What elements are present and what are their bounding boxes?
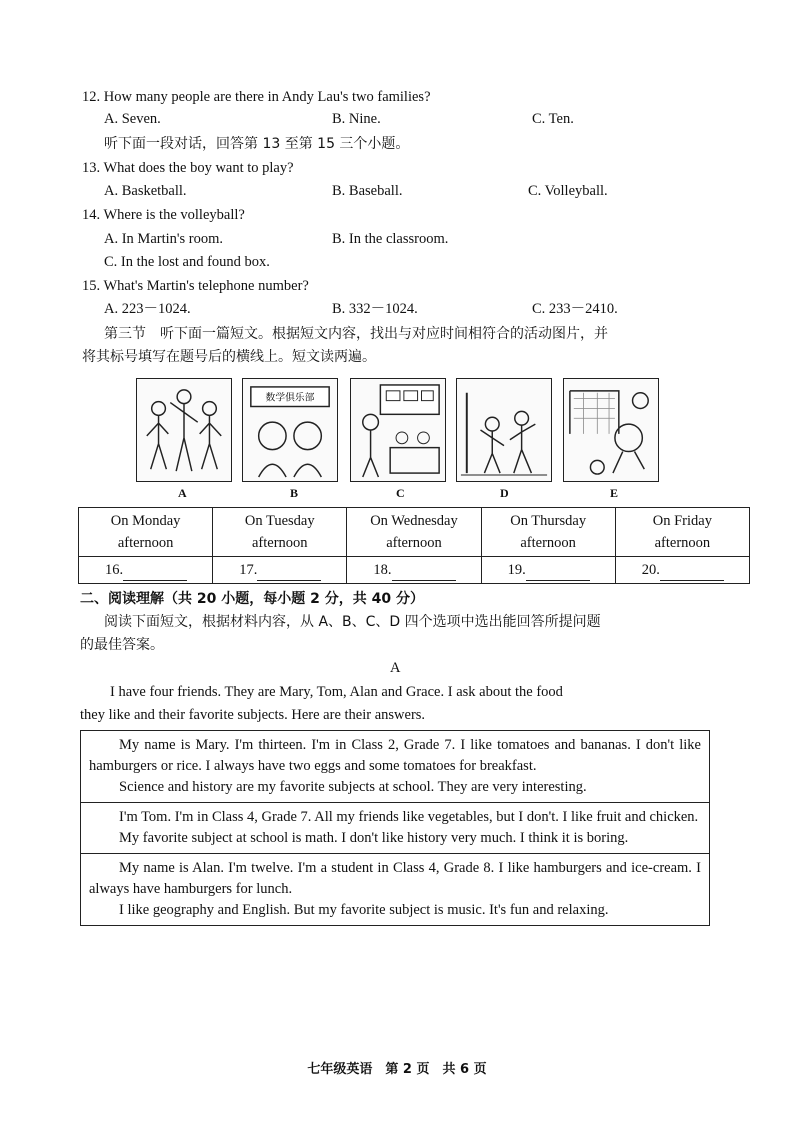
reading-instruction-1: 阅读下面短文，根据材料内容，从 A、B、C、D 四个选项中选出能回答所提问题 [104, 614, 601, 630]
schedule-cell [347, 508, 481, 557]
option-b[interactable]: B. Nine. [332, 111, 381, 127]
answer-box-alan [81, 854, 709, 925]
question-number: 14. [82, 207, 101, 223]
option-a[interactable]: A. 223－1024. [104, 301, 191, 317]
schedule-cell [481, 508, 615, 557]
picture-e [563, 378, 659, 482]
club-sign: 数学俱乐部 [265, 392, 315, 404]
answer-blank-19[interactable] [526, 564, 590, 581]
people-standing-icon [137, 379, 231, 481]
answers-boxes [80, 730, 710, 926]
time-label: afternoon [386, 535, 442, 551]
picture-letter-e: E [610, 486, 619, 500]
question-text: What does the boy want to play? [103, 160, 294, 176]
answer-cell [615, 557, 749, 584]
day-label: On Friday [652, 513, 712, 529]
box-paragraph: Science and history are my favorite subjects at school. They are very interesting. [119, 779, 587, 795]
day-label: On Monday [110, 513, 181, 529]
question-14 [82, 205, 245, 225]
passage-intro-1: I have four friends. They are Mary, Tom, Alan and Grace. I ask about the food [110, 684, 563, 700]
answer-blank-16[interactable] [123, 564, 187, 581]
option-c[interactable]: C. Volleyball. [528, 183, 608, 199]
option-c[interactable]: C. Ten. [532, 111, 574, 127]
question-12 [82, 87, 431, 107]
question-text: How many people are there in Andy Lau's two families? [103, 89, 431, 105]
answer-box-tom [81, 803, 709, 854]
classroom-icon [351, 379, 445, 481]
option-c[interactable]: C. 233－2410. [532, 301, 618, 317]
answer-cell [347, 557, 481, 584]
picture-c [350, 378, 446, 482]
question-text: What's Martin's telephone number? [103, 278, 309, 294]
schedule-cell [213, 508, 347, 557]
answer-number: 18. [373, 562, 392, 578]
question-13 [82, 158, 294, 178]
answer-blank-20[interactable] [660, 564, 724, 581]
answer-cell [79, 557, 213, 584]
section3-line1: 第三节 听下面一篇短文。根据短文内容，找出与对应时间相符合的活动图片，并 [104, 326, 608, 342]
day-label: On Wednesday [370, 513, 458, 529]
question-number: 12. [82, 89, 101, 105]
option-a[interactable]: A. Seven. [104, 111, 161, 127]
option-b[interactable]: B. Baseball. [332, 183, 403, 199]
question-number: 15. [82, 278, 101, 294]
instruction-13-15: 听下面一段对话，回答第 13 至第 15 三个小题。 [104, 136, 410, 152]
section3-line2: 将其标号填写在题号后的横线上。短文读两遍。 [82, 349, 376, 365]
option-a[interactable]: A. Basketball. [104, 183, 187, 199]
picture-letter-a: A [178, 486, 187, 500]
question-number: 13. [82, 160, 101, 176]
option-b[interactable]: B. 332－1024. [332, 301, 418, 317]
reading-instruction-2: 的最佳答案。 [80, 637, 164, 653]
time-label: afternoon [252, 535, 308, 551]
passage-intro-2: they like and their favorite subjects. Here are their answers. [80, 707, 426, 723]
box-paragraph: My name is Alan. I'm twelve. I'm a student in Class 4, Grade 8. I like hamburgers and ice-cream. I always have hamburgers for lunch. [89, 860, 701, 897]
picture-a [136, 378, 232, 482]
day-label: On Thursday [510, 513, 587, 529]
answer-blank-17[interactable] [257, 564, 321, 581]
box-paragraph: I'm Tom. I'm in Class 4, Grade 7. All my friends like vegetables, but I don't. I like fruit and chicken. [119, 809, 699, 825]
answer-cell [213, 557, 347, 584]
reading-heading: 二、阅读理解（共 20 小题，每小题 2 分，共 40 分） [80, 591, 424, 607]
answer-number: 16. [105, 562, 124, 578]
schedule-cell [79, 508, 213, 557]
box-paragraph: My favorite subject at school is math. I don't like history very much. I think it is boring. [119, 830, 629, 846]
picture-b [242, 378, 338, 482]
time-label: afternoon [520, 535, 576, 551]
schedule-cell [615, 508, 749, 557]
box-paragraph: My name is Mary. I'm thirteen. I'm in Class 2, Grade 7. I like tomatoes and bananas. I don't like hamburgers or rice. I always have two eggs and some tomatoes for breakfast. [89, 737, 701, 774]
answer-blank-18[interactable] [392, 564, 456, 581]
answer-number: 20. [641, 562, 660, 578]
answer-box-mary [81, 731, 709, 803]
answer-number: 17. [239, 562, 258, 578]
kids-playing-icon [457, 379, 551, 481]
picture-letter-d: D [500, 486, 509, 500]
page-footer: 七年级英语 第 2 页 共 6 页 [307, 1062, 487, 1077]
picture-letter-b: B [290, 486, 299, 500]
time-label: afternoon [654, 535, 711, 551]
time-label: afternoon [117, 535, 174, 551]
picture-d [456, 378, 552, 482]
schedule-header-row [79, 508, 750, 557]
option-b[interactable]: B. In the classroom. [332, 231, 449, 247]
question-text: Where is the volleyball? [103, 207, 245, 223]
answer-number: 19. [507, 562, 526, 578]
option-c[interactable]: C. In the lost and found box. [104, 254, 270, 270]
passage-label: A [390, 660, 401, 676]
soccer-icon [564, 379, 658, 481]
option-a[interactable]: A. In Martin's room. [104, 231, 224, 247]
box-paragraph: I like geography and English. But my favorite subject is music. It's fun and relaxing. [119, 902, 609, 918]
schedule-table [78, 507, 750, 584]
day-label: On Tuesday [244, 513, 315, 529]
question-15 [82, 276, 309, 296]
math-club-icon [243, 379, 337, 481]
answer-cell [481, 557, 615, 584]
schedule-answer-row [79, 557, 750, 584]
picture-letter-c: C [396, 486, 405, 500]
